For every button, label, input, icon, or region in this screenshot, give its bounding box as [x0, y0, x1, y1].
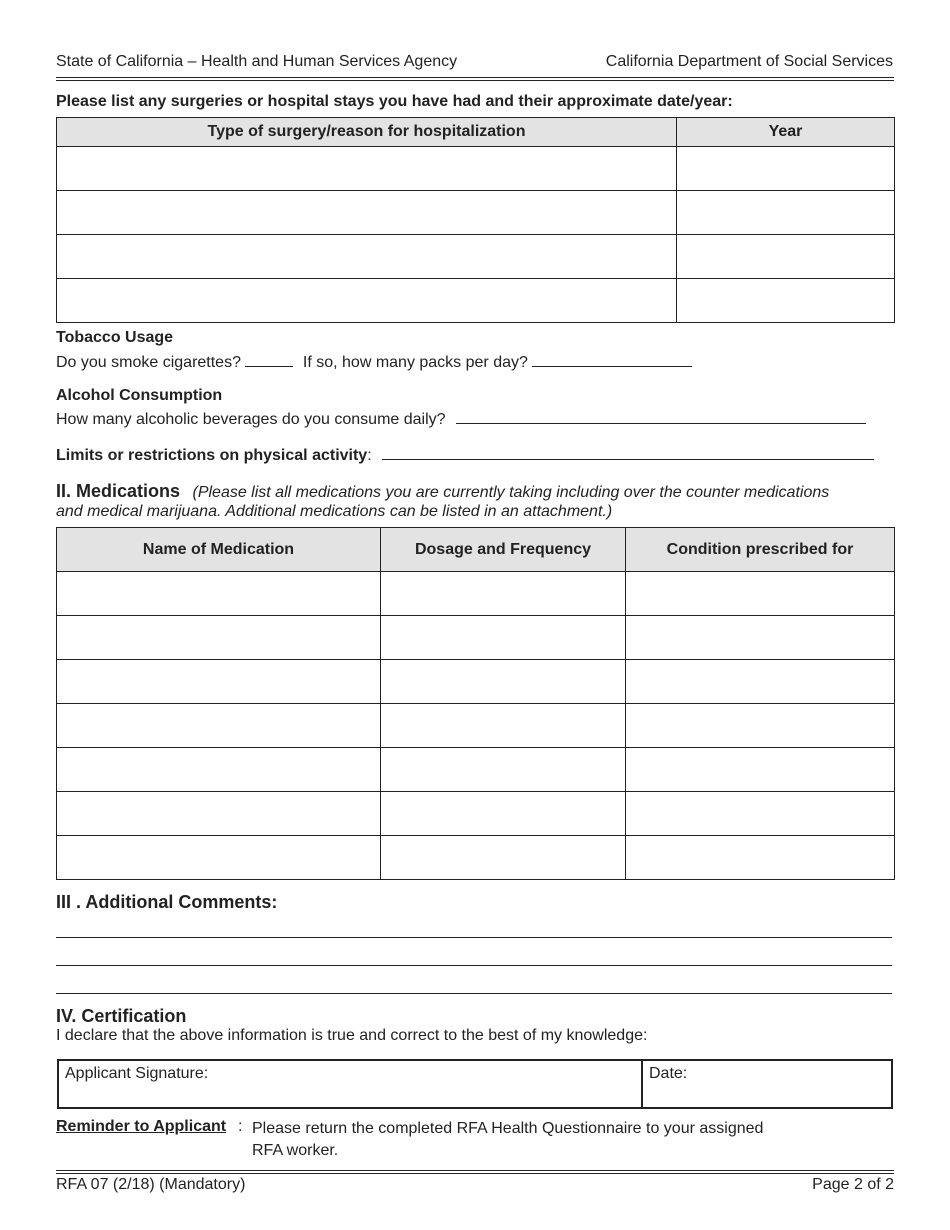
surgery-year-field[interactable] — [677, 292, 894, 309]
limits-row — [56, 444, 874, 465]
surgery-type-field[interactable] — [57, 292, 676, 309]
packs-question: If so, how many packs per day? — [302, 354, 528, 371]
medication-dosage-field[interactable] — [381, 849, 625, 866]
medication-name-field[interactable] — [57, 629, 380, 646]
date-label: Date: — [649, 1065, 688, 1082]
table-row — [57, 191, 895, 235]
surgery-year-field[interactable] — [677, 160, 894, 177]
table-row — [57, 235, 895, 279]
limits-colon: : — [367, 447, 372, 464]
tobacco-question-row — [56, 351, 692, 372]
medications-title: II. Medications — [56, 481, 181, 501]
medication-name-field[interactable] — [57, 673, 380, 690]
medication-condition-field[interactable] — [626, 717, 894, 734]
surgery-type-field[interactable] — [57, 204, 676, 221]
table-row — [57, 147, 895, 191]
medication-condition-field[interactable] — [626, 805, 894, 822]
medication-dosage-field[interactable] — [381, 805, 625, 822]
medication-dosage-field[interactable] — [381, 761, 625, 778]
medication-name-field[interactable] — [57, 849, 380, 866]
table-row — [57, 704, 895, 748]
medication-condition-field[interactable] — [626, 761, 894, 778]
table-row — [57, 792, 895, 836]
form-number: RFA 07 (2/18) (Mandatory) — [56, 1176, 246, 1193]
reminder-label: Reminder to Applicant — [56, 1118, 227, 1135]
medication-condition-field[interactable] — [626, 585, 894, 602]
comments-title: III . Additional Comments: — [56, 892, 278, 912]
medication-condition-field[interactable] — [626, 673, 894, 690]
header-rule — [56, 80, 894, 81]
medication-dosage-field[interactable] — [381, 629, 625, 646]
certification-declaration: I declare that the above information is true and correct to the best of my knowledge: — [56, 1027, 648, 1044]
alcohol-heading: Alcohol Consumption — [56, 387, 223, 404]
packs-answer-field[interactable] — [532, 351, 692, 367]
smoke-answer-field[interactable] — [245, 351, 293, 367]
surgery-type-field[interactable] — [57, 248, 676, 265]
medication-dosage-field[interactable] — [381, 585, 625, 602]
medication-dosage-field[interactable] — [381, 717, 625, 734]
signature-box — [57, 1059, 893, 1109]
surgery-year-field[interactable] — [677, 204, 894, 221]
medication-condition-field[interactable] — [626, 629, 894, 646]
medication-name-field[interactable] — [57, 805, 380, 822]
table-row — [57, 836, 895, 880]
medications-heading-row — [56, 481, 829, 502]
certification-title: IV. Certification — [56, 1006, 187, 1026]
alcohol-answer-field[interactable] — [456, 408, 866, 424]
limits-label: Limits or restrictions on physical activity — [56, 447, 368, 464]
column-header-condition: Condition prescribed for — [626, 528, 895, 572]
medication-dosage-field[interactable] — [381, 673, 625, 690]
medications-note-line1: (Please list all medications you are currently taking including over the counter medications — [192, 484, 830, 501]
signature-date-field[interactable] — [643, 1061, 891, 1107]
department-header: California Department of Social Services — [605, 53, 893, 70]
medication-name-field[interactable] — [57, 585, 380, 602]
column-header-medication-name: Name of Medication — [57, 528, 381, 572]
reminder-text-line1: Please return the completed RFA Health Questionnaire to your assigned — [252, 1120, 764, 1137]
alcohol-question: How many alcoholic beverages do you consume daily? — [56, 411, 446, 428]
footer-rule — [56, 1173, 894, 1174]
tobacco-heading: Tobacco Usage — [56, 329, 174, 346]
medication-name-field[interactable] — [57, 717, 380, 734]
header-rule — [56, 77, 894, 78]
column-header-dosage: Dosage and Frequency — [381, 528, 626, 572]
reminder-colon: : — [238, 1118, 243, 1135]
page-number: Page 2 of 2 — [812, 1176, 894, 1193]
comment-line[interactable] — [56, 965, 892, 966]
medication-condition-field[interactable] — [626, 849, 894, 866]
table-row — [57, 572, 895, 616]
reminder-text — [252, 1118, 832, 1162]
footer-rule — [56, 1170, 894, 1171]
medications-table — [56, 527, 895, 880]
medications-note-line2: and medical marijuana. Additional medications can be listed in an attachment.) — [56, 503, 613, 520]
surgery-year-field[interactable] — [677, 248, 894, 265]
agency-header: State of California – Health and Human Services Agency — [56, 53, 458, 70]
surgery-type-field[interactable] — [57, 160, 676, 177]
table-row — [57, 279, 895, 323]
table-row — [57, 748, 895, 792]
column-header-surgery-type: Type of surgery/reason for hospitalization — [57, 118, 677, 147]
alcohol-question-row — [56, 408, 866, 429]
table-row — [57, 660, 895, 704]
applicant-signature-field[interactable] — [59, 1061, 643, 1107]
smoke-question: Do you smoke cigarettes? — [56, 354, 241, 371]
medication-name-field[interactable] — [57, 761, 380, 778]
limits-answer-field[interactable] — [382, 444, 874, 460]
reminder-text-line2: RFA worker. — [252, 1142, 339, 1159]
comment-line[interactable] — [56, 937, 892, 938]
signature-label: Applicant Signature: — [65, 1065, 209, 1082]
column-header-year: Year — [677, 118, 895, 147]
comment-line[interactable] — [56, 993, 892, 994]
surgeries-table — [56, 117, 895, 323]
surgeries-prompt: Please list any surgeries or hospital stays you have had and their approximate date/year: — [56, 93, 733, 110]
table-row — [57, 616, 895, 660]
